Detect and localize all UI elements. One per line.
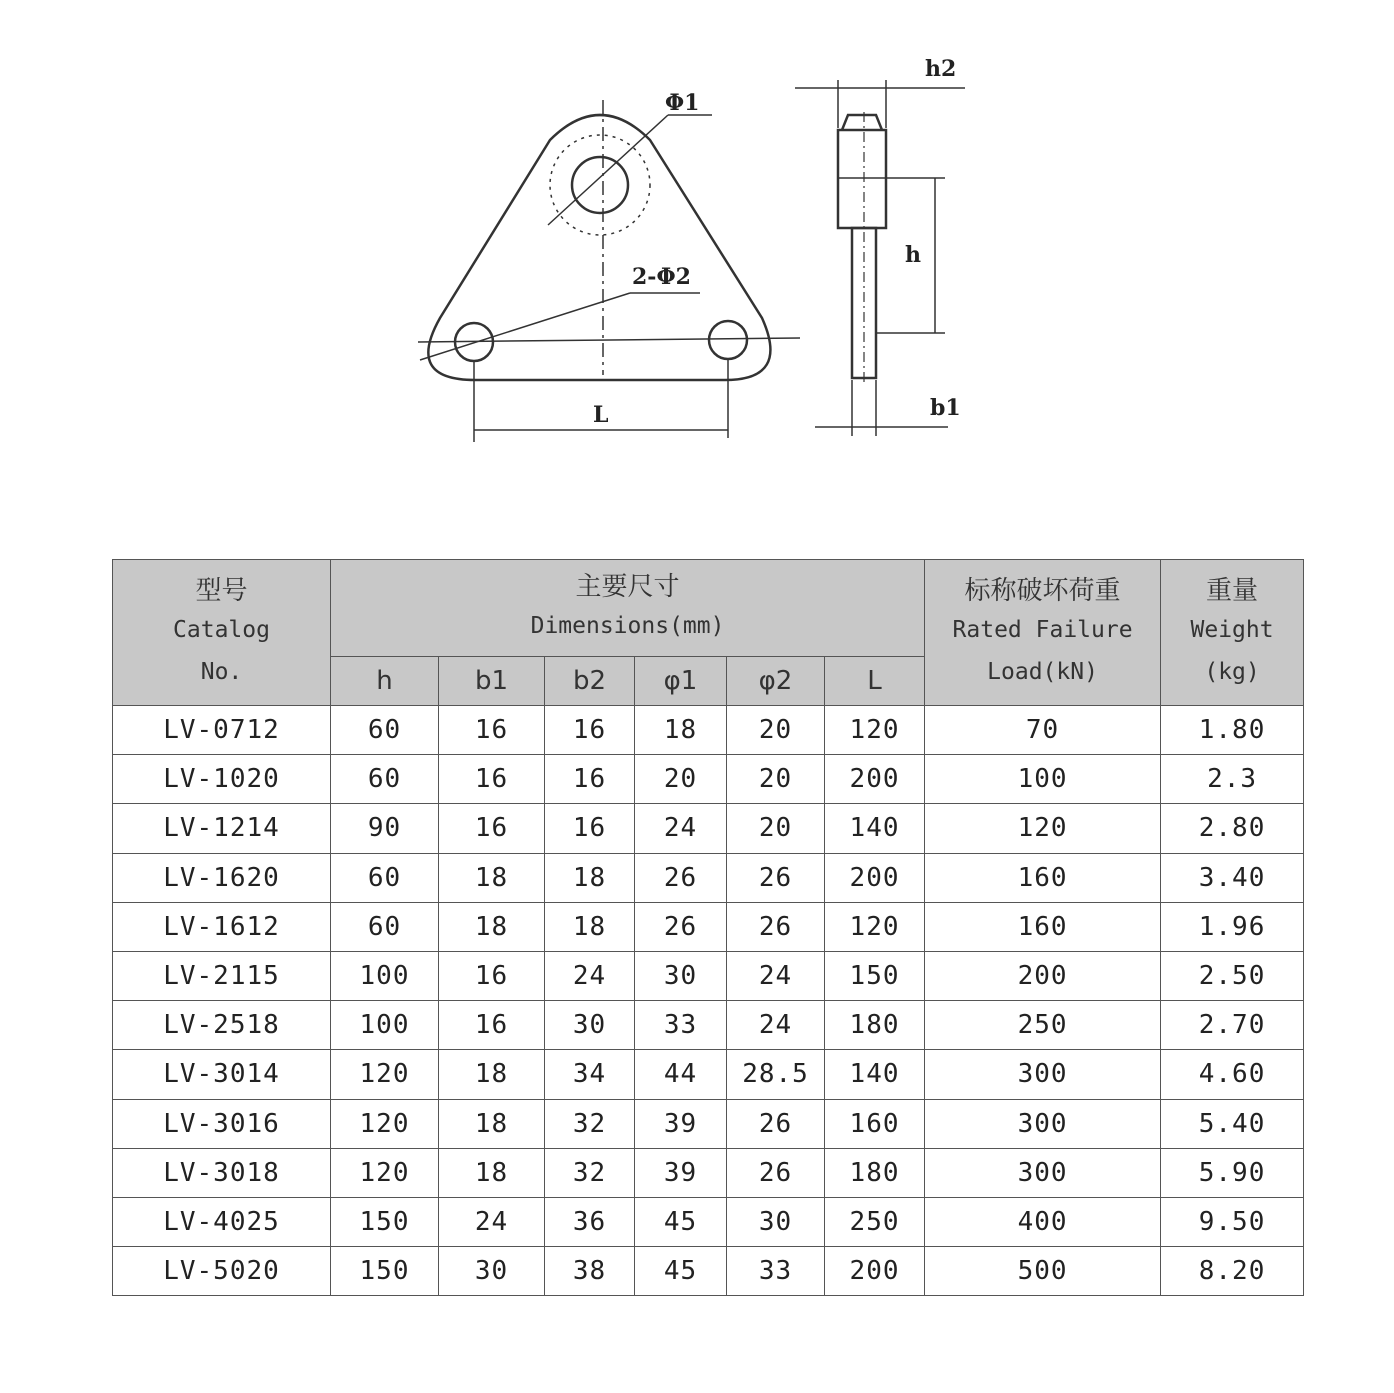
table-row — [113, 1148, 1304, 1197]
cell-rated-load: 300 — [925, 1050, 1161, 1099]
cell-phi1: 26 — [635, 902, 727, 951]
cell-b1: 16 — [439, 804, 545, 853]
cell-phi1: 30 — [635, 951, 727, 1000]
cell-b2: 34 — [545, 1050, 635, 1099]
cell-catalog-no: LV-5020 — [113, 1247, 331, 1296]
cell-phi2: 26 — [727, 902, 825, 951]
cell-b1: 16 — [439, 951, 545, 1000]
cell-rated-load: 70 — [925, 706, 1161, 755]
cell-catalog-no: LV-1214 — [113, 804, 331, 853]
cell-b2: 18 — [545, 853, 635, 902]
weight-header-en: Weight — [1190, 616, 1274, 643]
cell-h: 60 — [331, 706, 439, 755]
table-row — [113, 1197, 1304, 1246]
phi1-label: Φ1 — [665, 90, 700, 116]
col-phi1-header: φ1 — [635, 657, 727, 706]
cell-weight: 1.80 — [1161, 706, 1304, 755]
cell-rated-load: 500 — [925, 1247, 1161, 1296]
cell-weight: 2.80 — [1161, 804, 1304, 853]
cell-weight: 5.40 — [1161, 1099, 1304, 1148]
front-view — [418, 100, 800, 442]
load-header — [925, 560, 1161, 706]
cell-phi2: 26 — [727, 1148, 825, 1197]
cell-rated-load: 120 — [925, 804, 1161, 853]
cell-b2: 24 — [545, 951, 635, 1000]
table-row — [113, 951, 1304, 1000]
table-row — [113, 1001, 1304, 1050]
side-top-bevel — [842, 115, 882, 130]
cell-b2: 18 — [545, 902, 635, 951]
phi1-leader — [548, 115, 668, 225]
cell-L: 200 — [825, 755, 925, 804]
cell-b2: 36 — [545, 1197, 635, 1246]
cell-catalog-no: LV-2115 — [113, 951, 331, 1000]
cell-catalog-no: LV-3014 — [113, 1050, 331, 1099]
phi2-label: 2-Φ2 — [632, 264, 691, 290]
top-hole — [572, 157, 628, 213]
cell-b2: 32 — [545, 1099, 635, 1148]
cell-phi1: 26 — [635, 853, 727, 902]
cell-catalog-no: LV-4025 — [113, 1197, 331, 1246]
cell-phi1: 33 — [635, 1001, 727, 1050]
cell-weight: 2.3 — [1161, 755, 1304, 804]
b1-label: b1 — [930, 395, 961, 421]
cell-L: 150 — [825, 951, 925, 1000]
cell-phi1: 45 — [635, 1247, 727, 1296]
cell-b1: 24 — [439, 1197, 545, 1246]
cell-phi1: 39 — [635, 1099, 727, 1148]
cell-h: 150 — [331, 1247, 439, 1296]
cell-b2: 30 — [545, 1001, 635, 1050]
catalog-header-en: Catalog — [173, 616, 270, 643]
cell-catalog-no: LV-0712 — [113, 706, 331, 755]
cell-phi2: 20 — [727, 706, 825, 755]
cell-b1: 18 — [439, 1148, 545, 1197]
cell-b1: 18 — [439, 1050, 545, 1099]
cell-b2: 16 — [545, 804, 635, 853]
cell-phi2: 30 — [727, 1197, 825, 1246]
table-row — [113, 853, 1304, 902]
table-row — [113, 706, 1304, 755]
cell-h: 120 — [331, 1050, 439, 1099]
top-hole-boss — [550, 135, 650, 235]
spec-table — [112, 559, 1304, 1296]
cell-catalog-no: LV-3018 — [113, 1148, 331, 1197]
table-row — [113, 1099, 1304, 1148]
cell-rated-load: 300 — [925, 1099, 1161, 1148]
cell-L: 140 — [825, 804, 925, 853]
cell-weight: 5.90 — [1161, 1148, 1304, 1197]
cell-phi2: 20 — [727, 755, 825, 804]
cell-catalog-no: LV-3016 — [113, 1099, 331, 1148]
cell-L: 200 — [825, 853, 925, 902]
cell-phi2: 24 — [727, 951, 825, 1000]
cell-phi1: 18 — [635, 706, 727, 755]
cell-weight: 3.40 — [1161, 853, 1304, 902]
cell-rated-load: 100 — [925, 755, 1161, 804]
cell-b1: 18 — [439, 1099, 545, 1148]
side-body — [838, 130, 886, 228]
cell-catalog-no: LV-1620 — [113, 853, 331, 902]
cell-h: 120 — [331, 1148, 439, 1197]
cell-h: 60 — [331, 902, 439, 951]
load-header-unit: Load(kN) — [987, 658, 1098, 685]
cell-catalog-no: LV-1020 — [113, 755, 331, 804]
cell-phi1: 44 — [635, 1050, 727, 1099]
cell-rated-load: 160 — [925, 902, 1161, 951]
cell-b1: 18 — [439, 902, 545, 951]
load-header-en: Rated Failure — [952, 616, 1133, 643]
weight-header-unit: (kg) — [1204, 658, 1260, 685]
load-header-cn: 标称破坏荷重 — [964, 575, 1121, 606]
cell-catalog-no: LV-1612 — [113, 902, 331, 951]
cell-h: 60 — [331, 853, 439, 902]
cell-catalog-no: LV-2518 — [113, 1001, 331, 1050]
cell-h: 100 — [331, 951, 439, 1000]
cell-rated-load: 400 — [925, 1197, 1161, 1246]
technical-drawing — [0, 0, 1394, 480]
cell-rated-load: 250 — [925, 1001, 1161, 1050]
dimensions-header — [331, 560, 925, 657]
table-row — [113, 804, 1304, 853]
cell-b2: 38 — [545, 1247, 635, 1296]
cell-weight: 1.96 — [1161, 902, 1304, 951]
dimensions-header-cn: 主要尺寸 — [575, 572, 680, 602]
table-row — [113, 1050, 1304, 1099]
cell-L: 120 — [825, 706, 925, 755]
cell-L: 140 — [825, 1050, 925, 1099]
cell-rated-load: 300 — [925, 1148, 1161, 1197]
col-h-header: h — [331, 657, 439, 706]
col-phi2-header: φ2 — [727, 657, 825, 706]
catalog-header-cn: 型号 — [195, 575, 248, 606]
cell-phi2: 26 — [727, 853, 825, 902]
col-b2-header: b2 — [545, 657, 635, 706]
dimensions-header-en: Dimensions(mm) — [530, 613, 725, 639]
phi2-leader — [420, 293, 630, 360]
weight-header-cn: 重量 — [1206, 575, 1259, 606]
h2-label: h2 — [925, 56, 957, 82]
cell-phi2: 33 — [727, 1247, 825, 1296]
cell-weight: 9.50 — [1161, 1197, 1304, 1246]
cell-b1: 30 — [439, 1247, 545, 1296]
cell-weight: 4.60 — [1161, 1050, 1304, 1099]
catalog-header-no: No. — [200, 658, 243, 685]
cell-b1: 16 — [439, 706, 545, 755]
cell-phi1: 20 — [635, 755, 727, 804]
cell-L: 180 — [825, 1001, 925, 1050]
cell-L: 250 — [825, 1197, 925, 1246]
cell-phi2: 20 — [727, 804, 825, 853]
cell-L: 120 — [825, 902, 925, 951]
cell-L: 200 — [825, 1247, 925, 1296]
spec-table-body — [113, 706, 1304, 1296]
cell-weight: 8.20 — [1161, 1247, 1304, 1296]
right-hole — [709, 321, 747, 359]
cell-rated-load: 200 — [925, 951, 1161, 1000]
cell-phi2: 26 — [727, 1099, 825, 1148]
h-label: h — [905, 242, 921, 268]
cell-h: 90 — [331, 804, 439, 853]
table-row — [113, 1247, 1304, 1296]
cell-weight: 2.50 — [1161, 951, 1304, 1000]
cell-L: 180 — [825, 1148, 925, 1197]
cell-L: 160 — [825, 1099, 925, 1148]
cell-weight: 2.70 — [1161, 1001, 1304, 1050]
catalog-header — [113, 560, 331, 706]
cell-h: 100 — [331, 1001, 439, 1050]
cell-phi1: 24 — [635, 804, 727, 853]
cell-h: 120 — [331, 1099, 439, 1148]
cell-b2: 16 — [545, 755, 635, 804]
col-L-header: L — [825, 657, 925, 706]
table-row — [113, 755, 1304, 804]
cell-phi1: 39 — [635, 1148, 727, 1197]
table-row — [113, 902, 1304, 951]
col-b1-header: b1 — [439, 657, 545, 706]
side-view — [795, 80, 965, 436]
cell-h: 150 — [331, 1197, 439, 1246]
cell-h: 60 — [331, 755, 439, 804]
cell-b2: 32 — [545, 1148, 635, 1197]
cell-b2: 16 — [545, 706, 635, 755]
horizontal-centerline — [418, 338, 800, 342]
weight-header — [1161, 560, 1304, 706]
cell-b1: 16 — [439, 1001, 545, 1050]
cell-phi2: 24 — [727, 1001, 825, 1050]
L-label: L — [593, 402, 609, 428]
cell-rated-load: 160 — [925, 853, 1161, 902]
cell-phi1: 45 — [635, 1197, 727, 1246]
cell-b1: 18 — [439, 853, 545, 902]
cell-phi2: 28.5 — [727, 1050, 825, 1099]
cell-b1: 16 — [439, 755, 545, 804]
